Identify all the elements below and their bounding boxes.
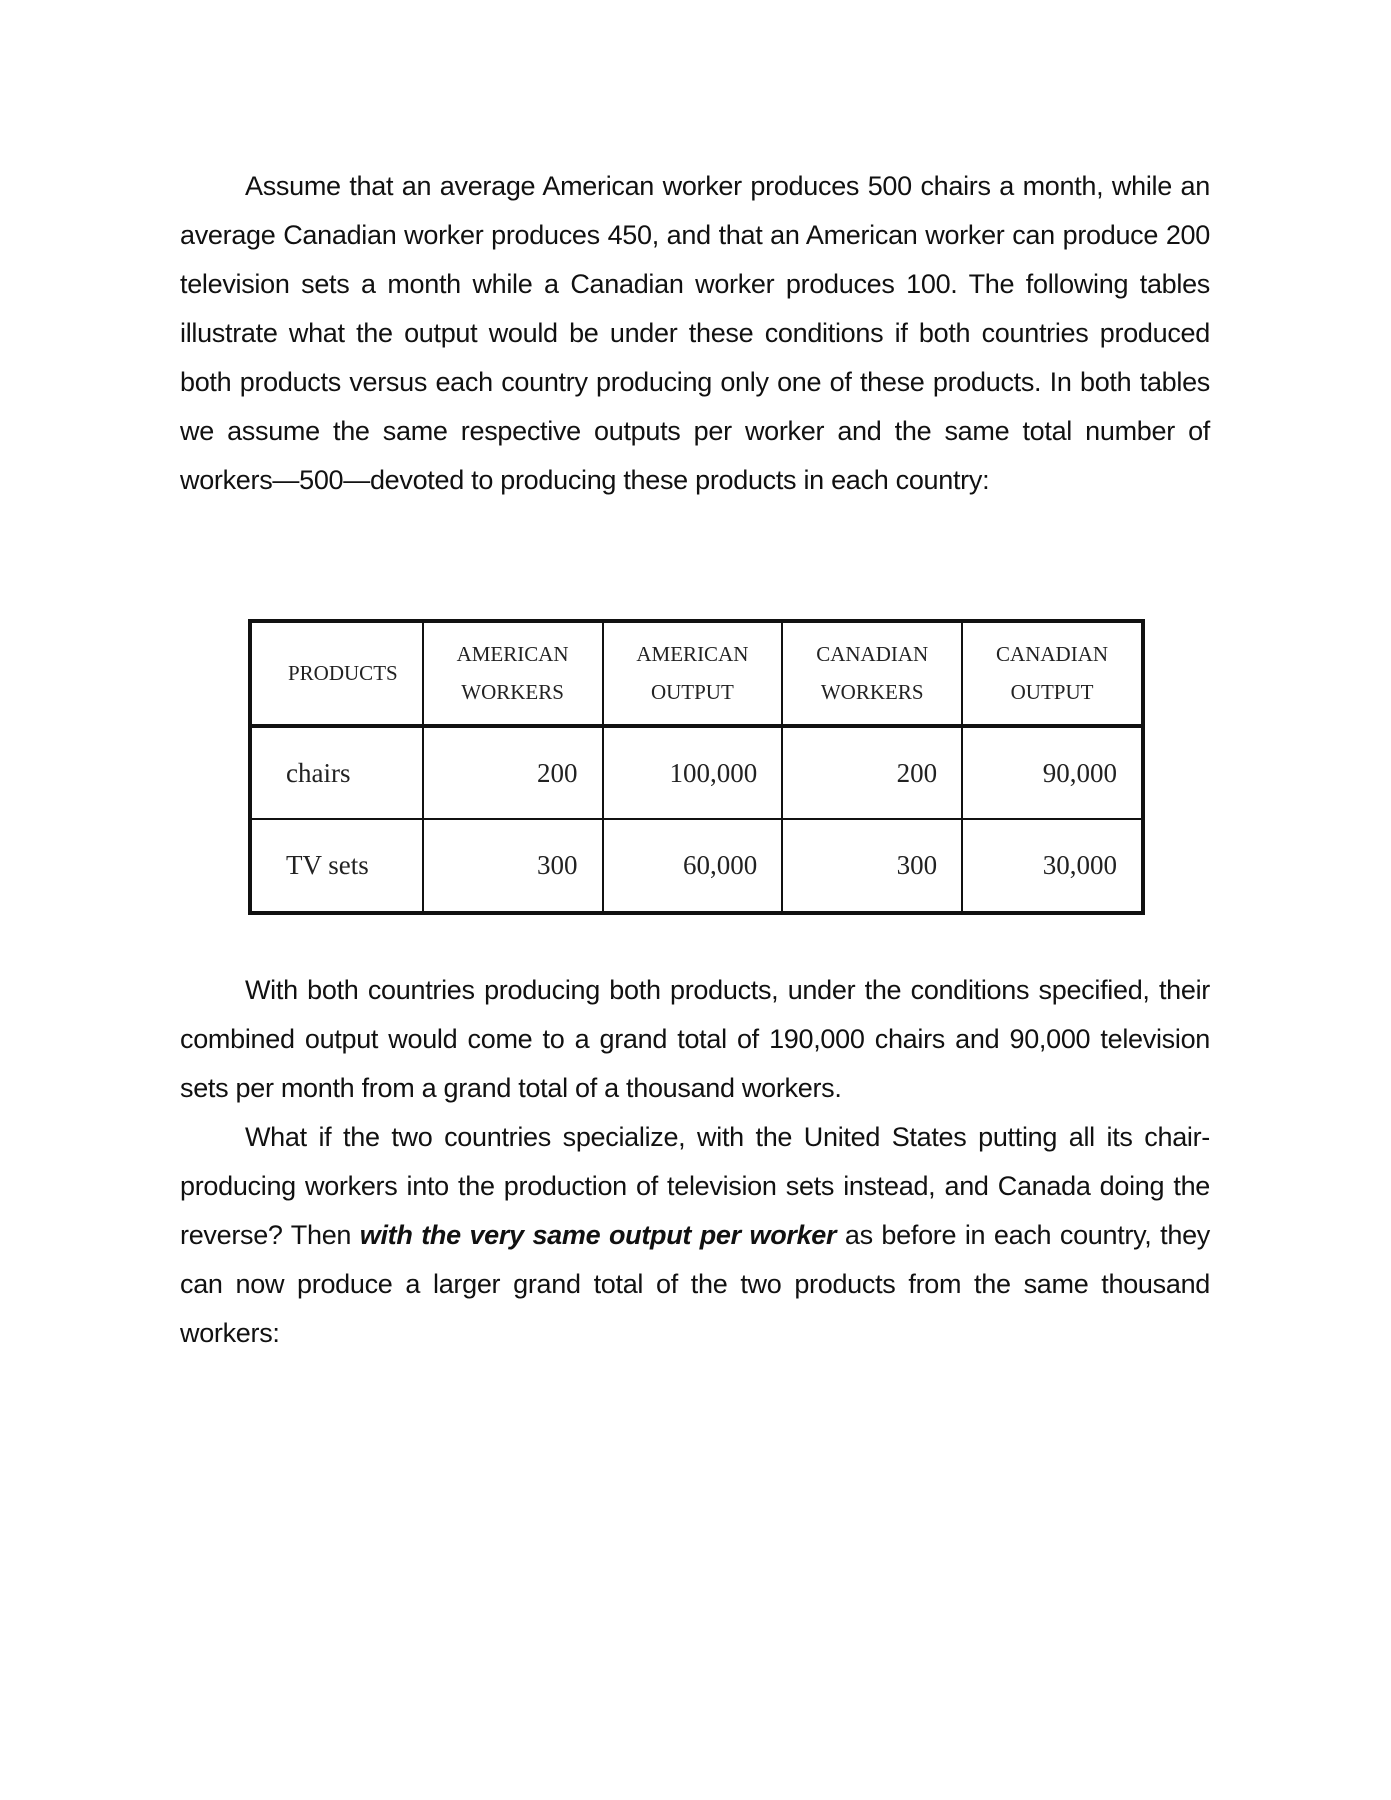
header-canadian-output <box>962 621 1143 726</box>
table-row <box>250 726 1143 820</box>
table-row <box>250 819 1143 913</box>
header-text: WORKERS <box>820 680 924 705</box>
header-text: CANADIAN <box>816 642 929 667</box>
specialization-paragraph <box>180 1113 1210 1358</box>
header-canadian-workers <box>782 621 962 726</box>
cell-canadian-output: 30,000 <box>962 819 1143 913</box>
header-american-workers <box>423 621 603 726</box>
intro-paragraph <box>180 162 1210 505</box>
header-american-output <box>603 621 783 726</box>
combined-output-text: With both countries producing both products, under the conditions specified, their combined output would come to a grand total of 190,000 chairs and 90,000 television sets per month from a grand total of a thousand workers. <box>180 975 1210 1103</box>
header-products <box>250 621 423 726</box>
table-header-row <box>250 621 1143 726</box>
cell-american-output: 100,000 <box>603 726 783 820</box>
header-text: OUTPUT <box>650 680 734 705</box>
header-text: AMERICAN <box>636 642 749 667</box>
header-text: WORKERS <box>461 680 564 705</box>
intro-paragraph-text: Assume that an average American worker produces 500 chairs a month, while an average Canadian worker produces 450, and that an American worker can produce 200 television sets a month while a Canadian worker produces 100. The following tables illustrate what the output would be under these conditions if both countries produced both products versus each country producing only one of these products. In both tables we assume the same respective outputs per worker and the same total number of workers—500—devoted to producing these products in each country: <box>180 171 1210 495</box>
cell-canadian-output: 90,000 <box>962 726 1143 820</box>
cell-canadian-workers: 300 <box>782 819 962 913</box>
cell-product: TV sets <box>250 819 423 913</box>
cell-american-workers: 200 <box>423 726 603 820</box>
cell-american-output: 60,000 <box>603 819 783 913</box>
cell-canadian-workers: 200 <box>782 726 962 820</box>
combined-output-paragraph <box>180 966 1210 1113</box>
header-text: CANADIAN <box>996 642 1109 667</box>
header-text: AMERICAN <box>456 642 569 667</box>
header-text: PRODUCTS <box>288 661 398 686</box>
specialization-text-end: as before in each country, they can now produce a larger grand total of the two products from the same thousand workers: <box>180 1220 1210 1348</box>
cell-product: chairs <box>250 726 423 820</box>
specialization-text-start: What if the two countries specialize, with the United States putting all its chair-producing workers into the production of television sets instead, and Canada doing the reverse? Then <box>180 1122 1210 1250</box>
cell-american-workers: 300 <box>423 819 603 913</box>
output-table <box>248 619 1145 915</box>
header-text: OUTPUT <box>1010 680 1094 705</box>
emphasis-text: with the very same output per worker <box>359 1220 837 1250</box>
